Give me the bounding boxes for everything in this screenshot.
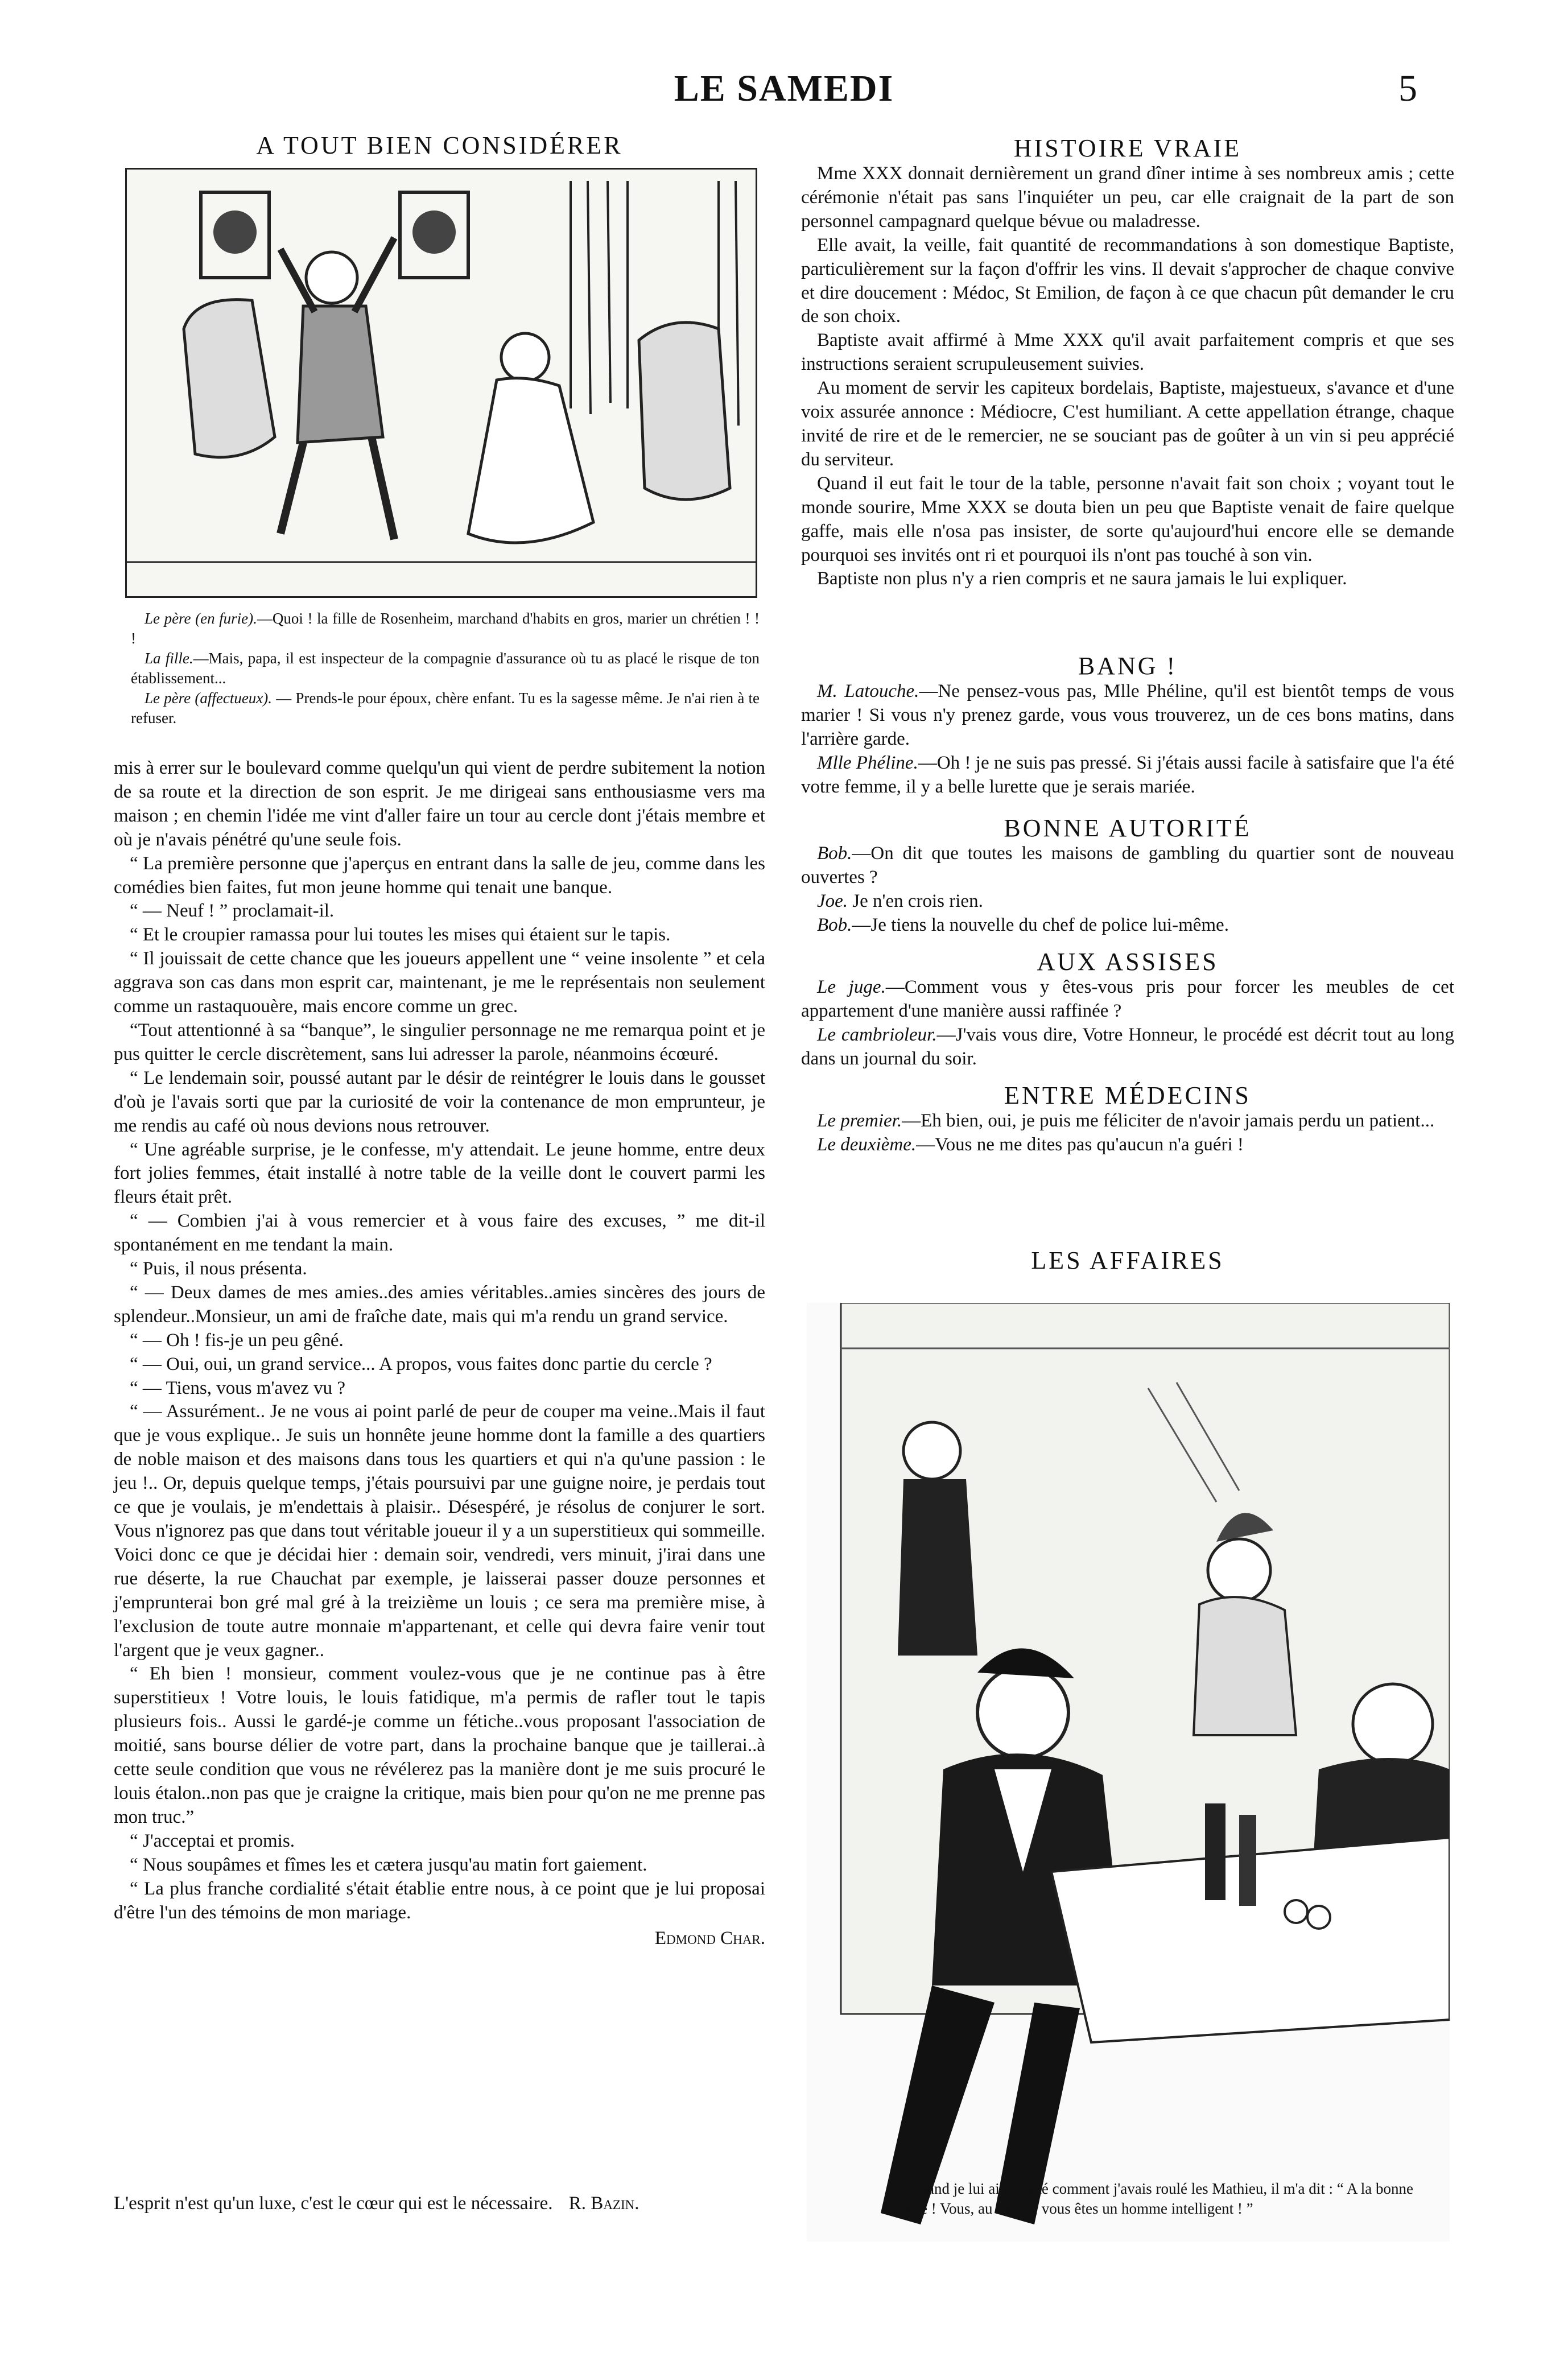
bonne-autorite-body — [801, 842, 1454, 938]
dialogue-line: Mlle Phéline.—Oh ! je ne suis pas pressé. Si j'étais aussi facile à satisfaire que l'a été votre femme, il y a belle lurette que je serais mariée. — [801, 752, 1454, 797]
story-paragraph: “ Il jouissait de cette chance que les joueurs appellent une “ veine insolente ” et cela aggrava son cas dans mon esprit car, maintenant, je me le représentais non seulement comme un rastaquouère, mais encore comme un grec. — [114, 948, 765, 1017]
story-paragraph: “ — Assurément.. Je ne vous ai point parlé de peur de couper ma veine..Mais il faut que je vous explique.. Je suis un honnête jeune homme dont la famille a des quartiers de noble maison et des maisons dans tous les quartiers et qui n'a qu'une passion : le jeu !.. Or, depuis quelque temps, j'étais poursuivi par une guigne noire, je perdais tout ce que je voulais, je m'endettais à plaisir.. Désespéré, je résolus de conjurer le sort. Vous n'ignorez pas que dans tout véritable joueur il y a un superstitieux qui sommeille. Voici donc ce que je décidai hier : demain soir, vendredi, vers minuit, j'irai dans une rue déserte, la rue Chauchat par exemple, je laisserai passer douze personnes et j'emprunterai bon gré mal gré à la treizième un louis ; ce sera ma première mise, à l'exclusion de toute autre monnaie m'appartenant, et celle qui devra faire venir tout l'argent que je veux gagner.. — [114, 1401, 765, 1661]
cartoon-title: A TOUT BIEN CONSIDÉRER — [256, 131, 623, 159]
story-paragraph: “ — Deux dames de mes amies..des amies véritables..amies sincères des jours de splendeur..Monsieur, un ami de fraîche date, mais qui m'a rendu un grand service. — [114, 1282, 765, 1327]
maxim-author: R. Bazin. — [568, 2193, 639, 2214]
dialogue-line: M. Latouche.—Ne pensez-vous pas, Mlle Phéline, qu'il est bientôt temps de vous marier ! Si vous n'y prenez garde, vous vous trouverez, un de ces bons matins, dans l'arrière garde. — [801, 681, 1454, 749]
story-paragraph: “ Et le croupier ramassa pour lui toutes les mises qui étaient sur le tapis. — [130, 924, 671, 946]
bang-title: BANG ! — [1078, 652, 1178, 680]
caption-line: Le père (en furie).—Quoi ! la fille de Rosenheim, marchand d'habits en gros, marier un chrétien ! ! ! — [131, 610, 760, 647]
page-number: 5 — [1398, 68, 1417, 109]
aux-assises-title: AUX ASSISES — [1037, 948, 1219, 976]
histoire-paragraph: Quand il eut fait le tour de la table, personne n'avait fait son choix ; voyant tout le monde sourire, Mme XXX se douta bien un peu que Baptiste venait de faire quelque gaffe, mais elle n'osa pas insister, de sorte qu'aujourd'hui encore elle se demande pourquoi ses invités ont ri et pourquoi ils n'ont pas touché à son vin. — [801, 473, 1454, 565]
story-paragraph: “ — Neuf ! ” proclamait-il. — [130, 901, 335, 922]
cartoon-illustration — [125, 168, 757, 598]
histoire-paragraph: Au moment de servir les capiteux bordelais, Baptiste, majestueux, s'avance et d'une voix assurée annonce : Médiocre, C'est humiliant. A cette appellation étrange, chaque invité de rire et de le remercier, ne se souciant pas de goûter à un vin si peu apprécié du serviteur. — [801, 378, 1454, 470]
story-paragraph: “ — Oui, oui, un grand service... A propos, vous faites donc partie du cercle ? — [130, 1353, 712, 1374]
histoire-paragraph: Mme XXX donnait dernièrement un grand dîner intime à ses nombreux amis ; cette cérémonie n'était pas sans l'inquiéter un peu, car elle craignait de la part de son personnel campagnard quelque bévue ou maladresse. — [801, 163, 1454, 232]
affaires-title: LES AFFAIRES — [1031, 1246, 1224, 1274]
histoire-paragraph: Elle avait, la veille, fait quantité de recommandations à son domestique Baptiste, particulièrement sur la façon d'offrir les vins. Il devait s'approcher de chaque convive et dire doucement : Médoc, St Emilion, de façon à ce que chacun pût demander le cru de son choix. — [801, 234, 1454, 327]
story-signature: Edmond Char. — [654, 1928, 765, 1949]
story-paragraph: mis à errer sur le boulevard comme quelqu'un qui vient de perdre subitement la notion de sa route et la direction de son esprit. Je me dirigeai sans enthousiasme vers ma maison ; en chemin l'idée me vint d'aller faire un tour au cercle dont j'étais membre et où je n'avais pénétré qu'une seule fois. — [114, 758, 765, 850]
bonne-autorite-title: BONNE AUTORITÉ — [1004, 814, 1252, 842]
story-paragraph: “ Une agréable surprise, je le confesse, m'y attendait. Le jeune homme, entre deux fort jolies femmes, était installé à notre table de la veille dont le couvert parmi les fleurs était prêt. — [114, 1139, 765, 1208]
histoire-paragraph: Baptiste non plus n'y a rien compris et ne saura jamais le lui expliquer. — [817, 568, 1347, 589]
aux-assises-body — [801, 976, 1454, 1071]
entre-medecins-title: ENTRE MÉDECINS — [1004, 1082, 1251, 1109]
story-paragraph: “ La première personne que j'aperçus en entrant dans la salle de jeu, comme dans les comédies bien faites, fut mon jeune homme qui tenait une banque. — [114, 853, 765, 898]
caption-line: Le père (affectueux). — Prends-le pour époux, chère enfant. Tu es la sagesse même. Je n'ai rien à te refuser. — [131, 690, 760, 727]
story-paragraph: “ Nous soupâmes et fîmes les et cætera jusqu'au matin fort gaiement. — [130, 1854, 647, 1875]
maxim — [114, 2193, 765, 2214]
story-paragraph: “ J'acceptai et promis. — [130, 1830, 295, 1851]
dialogue-line: Le juge.—Comment vous y êtes-vous pris pour forcer les meubles de cet appartement d'une manière aussi raffinée ? — [801, 977, 1454, 1021]
dialogue-line: Joe. Je n'en crois rien. — [817, 890, 983, 911]
dialogue-line: Bob.—Je tiens la nouvelle du chef de police lui-même. — [817, 914, 1229, 935]
affaires-drawing — [807, 1303, 1450, 2242]
dialogue-line: Bob.—On dit que toutes les maisons de gambling du quartier sont de nouveau ouvertes ? — [801, 843, 1454, 888]
affaires-caption: —Quand je lui ai raconté comment j'avais roulé les Mathieu, il m'a dit : “ A la bonne heure ! Vous, au moins, vous êtes un homme intelligent ! ” — [893, 2180, 1413, 2218]
story-paragraph: “ La plus franche cordialité s'était établie entre nous, à ce point que je lui proposai d'être l'un des témoins de mon mariage. — [114, 1878, 765, 1923]
entre-medecins-body — [801, 1109, 1454, 1157]
cartoon-drawing — [127, 170, 756, 596]
maxim-text: L'esprit n'est qu'un luxe, c'est le cœur qui est le nécessaire. — [114, 2193, 553, 2214]
story-paragraph: “ — Tiens, vous m'avez vu ? — [130, 1377, 346, 1398]
dialogue-line: Le premier.—Eh bien, oui, je puis me féliciter de n'avoir jamais perdu un patient... — [817, 1111, 1435, 1131]
histoire-body — [801, 162, 1454, 591]
masthead-title: LE SAMEDI — [674, 68, 894, 109]
dialogue-line: Le deuxième.—Vous ne me dites pas qu'aucun n'a guéri ! — [817, 1134, 1244, 1155]
histoire-title: HISTOIRE VRAIE — [1013, 134, 1242, 162]
story-paragraph: “ — Oh ! fis-je un peu gêné. — [130, 1330, 344, 1351]
dialogue-line: Le cambrioleur.—J'vais vous dire, Votre Honneur, le procédé est décrit tout au long dans un journal du soir. — [801, 1024, 1454, 1069]
cartoon-caption — [131, 609, 760, 729]
story-paragraph: “ Le lendemain soir, poussé autant par le désir de reintégrer le louis dans le gousset d'où je l'avais sorti que par la curiosité de voir la contenance de mon emprunteur, je me rendis au café où nous devions nous retrouver. — [114, 1067, 765, 1136]
story-paragraph: “ Eh bien ! monsieur, comment voulez-vous que je ne continue pas à être superstitieux ! Votre louis, le louis fatidique, m'a permis de rafler tout le tapis plusieurs fois.. Aussi le gardé-je comme un fétiche..vous proposant l'association de moitié, sans bourse délier de votre part, dans la prochaine banque que je taillerai..à cette seule condition que vous ne révélerez pas la manière dont je me suis procuré le louis étalon..non pas que je craigne la critique, mais bien pour qu'on ne me prenne pas mon truc.” — [114, 1663, 765, 1827]
story-paragraph: “ — Combien j'ai à vous remercier et à vous faire des excuses, ” me dit-il spontanément en me tendant la main. — [114, 1211, 765, 1256]
caption-line: La fille.—Mais, papa, il est inspecteur de la compagnie d'assurance où tu as placé le risque de ton établissement... — [131, 650, 760, 687]
story-paragraph: “ Puis, il nous présenta. — [130, 1258, 307, 1279]
affaires-illustration — [807, 1303, 1450, 2242]
story-paragraph: “Tout attentionné à sa “banque”, le singulier personnage ne me remarqua point et je pus quitter le cercle discrètement, sans lui adresser la parole, néanmoins écœuré. — [114, 1019, 765, 1064]
histoire-paragraph: Baptiste avait affirmé à Mme XXX qu'il avait parfaitement compris et que ses instructions seraient scrupuleusement suivies. — [801, 330, 1454, 375]
bang-body — [801, 680, 1454, 799]
story-body — [114, 757, 765, 1951]
